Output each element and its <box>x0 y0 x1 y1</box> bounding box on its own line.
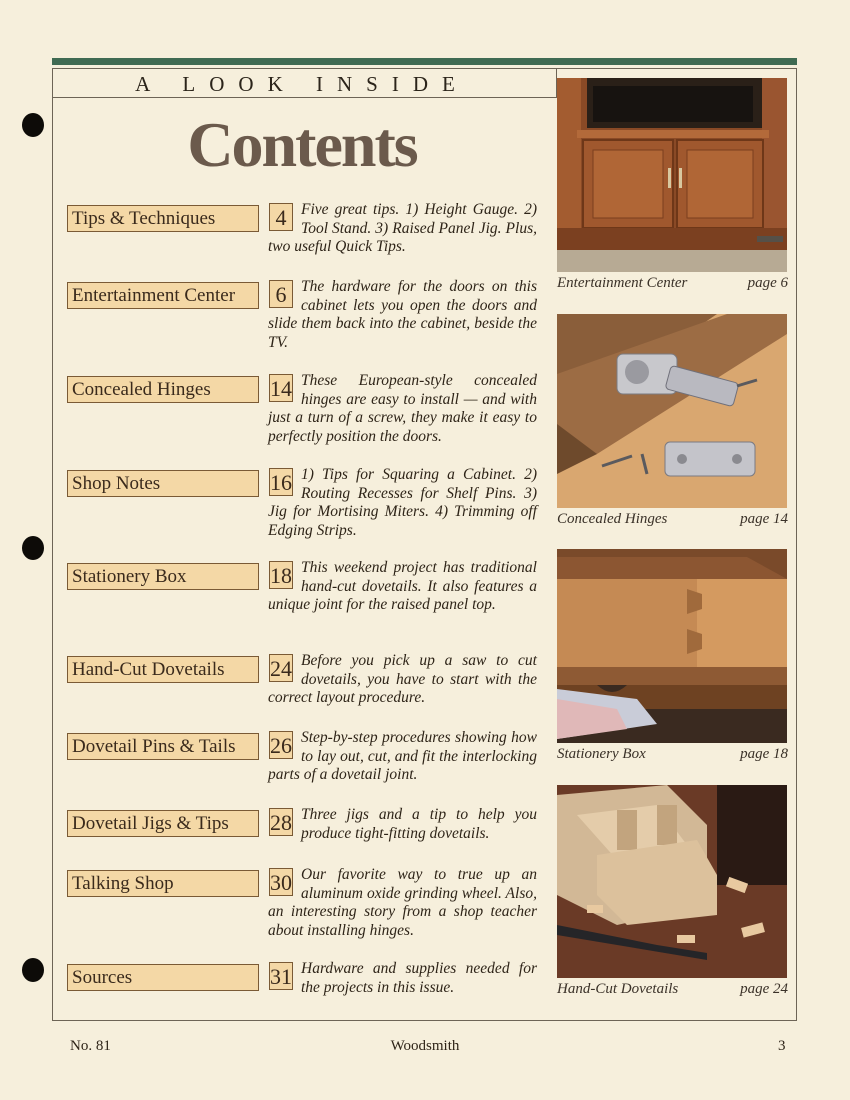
toc-entry-description: Our favorite way to true up an aluminum oxide grinding wheel. Also, an interesting story from a shop teacher about installing hinges. <box>268 866 537 939</box>
photo-caption <box>557 746 788 763</box>
photo-caption <box>557 981 788 998</box>
photo-caption-title: Concealed Hinges <box>557 511 668 527</box>
footer-magazine: Woodsmith <box>390 1038 460 1054</box>
toc-entry-label[interactable]: Sources <box>67 964 259 991</box>
photo-hand-cut-dovetails <box>557 785 787 978</box>
toc-entry-label[interactable]: Dovetail Jigs & Tips <box>67 810 259 837</box>
footer-issue: No. 81 <box>70 1038 111 1054</box>
toc-entry-page: 6 <box>269 280 293 308</box>
toc-entry-label[interactable]: Entertainment Center <box>67 282 259 309</box>
toc-entry-label[interactable]: Stationery Box <box>67 563 259 590</box>
binder-hole-bottom <box>22 958 44 982</box>
photo-caption-title: Stationery Box <box>557 746 646 762</box>
photo-concealed-hinges <box>557 314 787 508</box>
toc-entry-description: Three jigs and a tip to help you produce tight-fitting dovetails. <box>301 806 537 842</box>
photo-caption-title: Entertainment Center <box>557 275 688 291</box>
photo-caption-page: page 6 <box>747 275 788 291</box>
toc-entry-label[interactable]: Dovetail Pins & Tails <box>67 733 259 760</box>
toc-entry-description: Before you pick up a saw to cut dovetails, you have to start with the correct layout procedure. <box>268 652 537 706</box>
toc-entry-description: These European-style concealed hinges are easy to install — and with just a turn of a screw, they make it easy to perfectly position the doors. <box>268 372 537 445</box>
toc-entry-label[interactable]: Talking Shop <box>67 870 259 897</box>
toc-entry-page: 28 <box>270 810 292 835</box>
toc-entry-page: 18 <box>270 563 292 588</box>
toc-entry-label[interactable]: Shop Notes <box>67 470 259 497</box>
toc-entry-label[interactable]: Concealed Hinges <box>67 376 259 403</box>
photo-caption-page: page 14 <box>740 511 788 527</box>
toc-entry-description: Step-by-step procedures showing how to lay out, cut, and fit the interlocking parts of a dovetail joint. <box>268 729 537 783</box>
toc-entry-page: 14 <box>270 376 292 401</box>
toc-entry-description: Hardware and supplies needed for the projects in this issue. <box>301 960 537 996</box>
footer-page-number: 3 <box>778 1038 786 1054</box>
photo-caption-page: page 24 <box>740 981 788 997</box>
toc-entry-page: 31 <box>270 964 292 989</box>
binder-hole-top <box>22 113 44 137</box>
toc-entry-page: 30 <box>270 870 292 895</box>
photo-caption-page: page 18 <box>740 746 788 762</box>
toc-entry-page: 26 <box>270 733 292 758</box>
toc-entry-label[interactable]: Hand-Cut Dovetails <box>67 656 259 683</box>
section-kicker: A LOOK INSIDE <box>135 72 469 96</box>
photo-caption <box>557 275 788 292</box>
photo-stationery-box <box>557 549 787 743</box>
toc-entry-description: 1) Tips for Squaring a Cabinet. 2) Routing Recesses for Shelf Pins. 3) Jig for Mortising Miters. 4) Trimming off Edging Strips. <box>268 466 537 539</box>
photo-entertainment-center <box>557 78 787 272</box>
top-rule <box>52 58 797 65</box>
toc-entry-description: This weekend project has traditional hand-cut dovetails. It also features a unique joint for the raised panel top. <box>268 559 537 613</box>
page-title: Contents <box>187 109 417 180</box>
toc-entry-description: Five great tips. 1) Height Gauge. 2) Tool Stand. 3) Raised Panel Jig. Plus, two useful Quick Tips. <box>268 201 537 255</box>
toc-entry-page: 24 <box>270 656 292 681</box>
toc-entry-page: 16 <box>270 470 292 495</box>
toc-entry-page: 4 <box>269 203 293 231</box>
photo-caption-title: Hand-Cut Dovetails <box>557 981 679 997</box>
toc-entry-description: The hardware for the doors on this cabinet lets you open the doors and slide them back into the cabinet, beside the TV. <box>268 278 537 351</box>
kicker-rule <box>52 97 557 98</box>
photo-caption <box>557 511 788 528</box>
toc-entry-label[interactable]: Tips & Techniques <box>67 205 259 232</box>
binder-hole-middle <box>22 536 44 560</box>
